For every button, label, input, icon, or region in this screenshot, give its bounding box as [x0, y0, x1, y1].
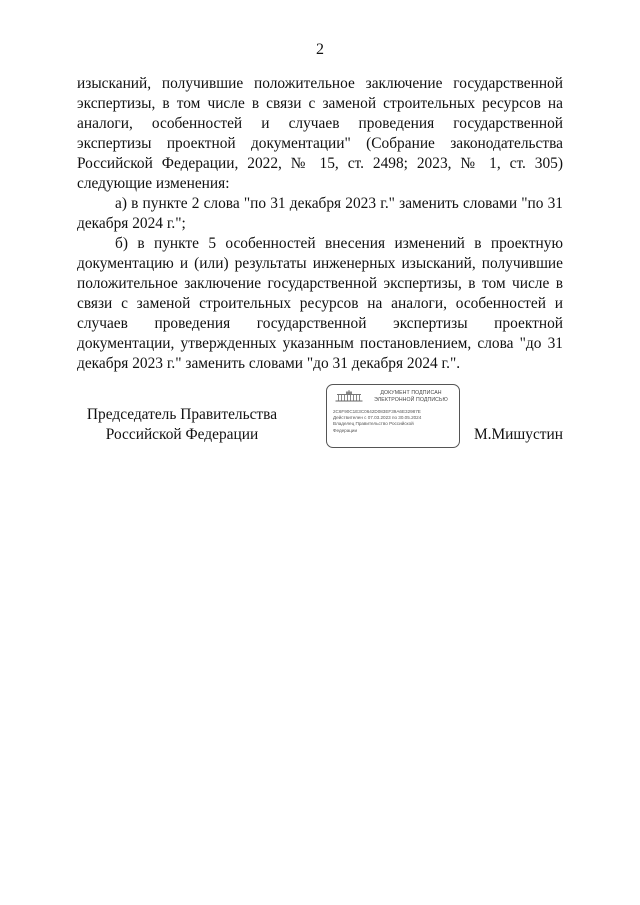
- stamp-owner-line2: Федерации: [333, 427, 358, 433]
- signer-title: [77, 405, 287, 445]
- electronic-signature-stamp: [326, 384, 460, 448]
- signature-block: [77, 390, 563, 454]
- paragraph-intro: изысканий, получившие положительное заключение государственной экспертизы, в том числе в связи с заменой строительных ресурсов на аналоги, особенностей и случаев проведения государственной экспертизы проектной документации" (Собрание законодательства Российской Федерации, 2022, № 15, ст. 2498; 2023, № 1, ст. 305) следующие изменения:: [77, 75, 563, 192]
- page-number: 2: [316, 41, 324, 58]
- signer-title-line1: Председатель Правительства: [86, 406, 278, 423]
- stamp-certificate: 2C6F90C1E3C0642D083EF39A6E32987E: [333, 409, 421, 414]
- paragraph-item-a: а) в пункте 2 слова "по 31 декабря 2023 г." заменить словами "по 31 декабря 2024 г.";: [77, 195, 563, 232]
- government-building-icon: [335, 390, 363, 402]
- stamp-heading-line2: ЭЛЕКТРОННОЙ ПОДПИСЬЮ: [374, 396, 448, 403]
- paragraph-item-b: б) в пункте 5 особенностей внесения изменений в проектную документацию и (или) результаты инженерных изысканий, получившие положительное заключение государственной экспертизы, в том числе в связи с заменой строительных ресурсов на аналоги, особенностей и случаев проведения государственной экспертизы проектной документации, утвержденных указанным постановлением, слова "до 31 декабря 2023 г." заменить словами "до 31 декабря 2024 г.".: [77, 235, 563, 372]
- document-body: [77, 74, 563, 374]
- stamp-heading-line1: ДОКУМЕНТ ПОДПИСАН: [380, 390, 442, 396]
- stamp-validity: Действителен с 07.03.2023 по 30.05.2024: [333, 415, 422, 421]
- stamp-heading: [365, 390, 457, 403]
- stamp-owner-line1: Владелец Правительство Российской: [333, 421, 414, 427]
- stamp-details: [333, 409, 455, 434]
- signer-title-line2: Российской Федерации: [105, 426, 259, 443]
- signer-name: М.Мишустин: [473, 426, 563, 443]
